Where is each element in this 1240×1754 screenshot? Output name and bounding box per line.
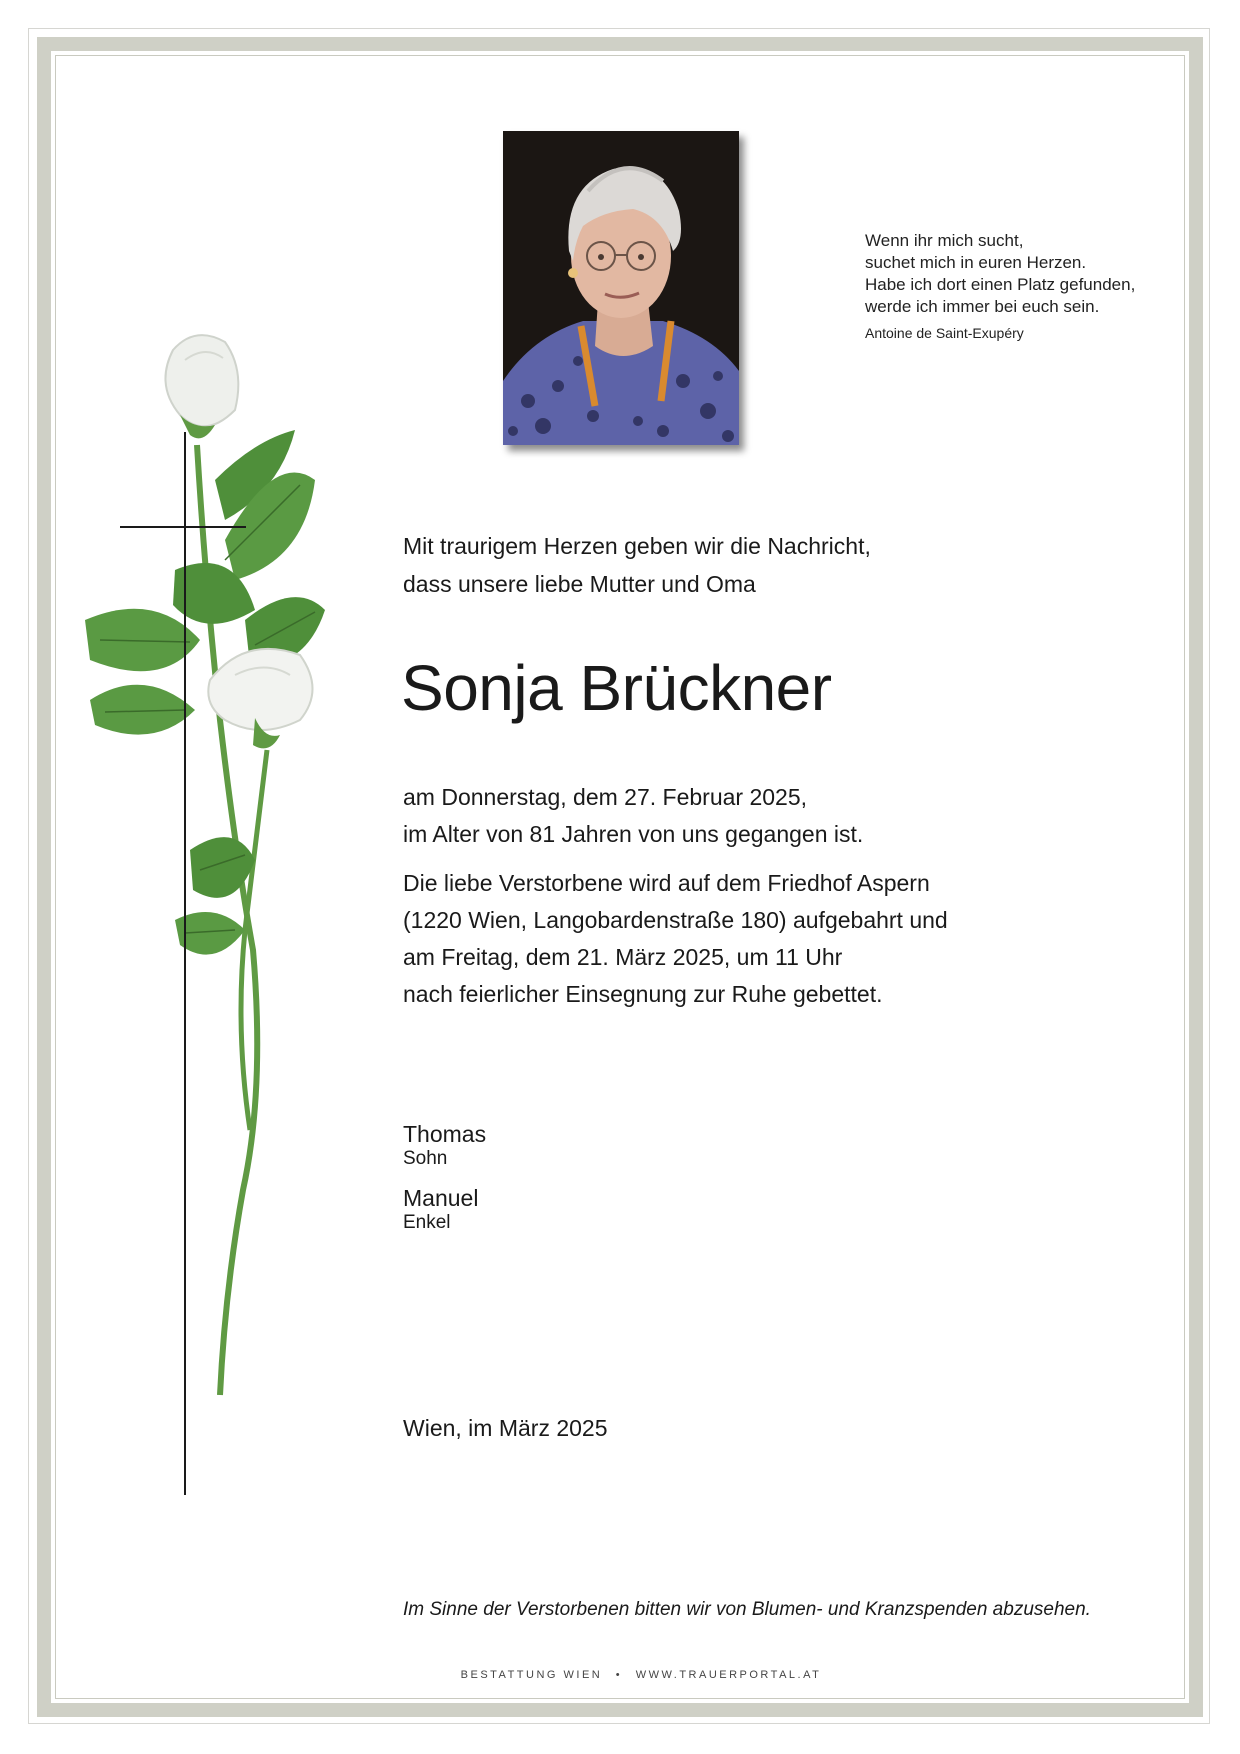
mourner-name: Thomas	[403, 1121, 487, 1147]
quote-author: Antoine de Saint-Exupéry	[865, 325, 1024, 341]
details-line: (1220 Wien, Langobardenstraße 180) aufgebahrt und	[403, 907, 948, 933]
cross-icon-bar	[120, 526, 246, 528]
quote-line: werde ich immer bei euch sein.	[865, 297, 1100, 316]
details-line: am Donnerstag, dem 27. Februar 2025,	[403, 784, 808, 810]
mourners-list	[403, 1120, 486, 1248]
place-date: Wien, im März 2025	[403, 1415, 608, 1441]
cross-icon	[184, 432, 186, 1495]
quote-line: suchet mich in euren Herzen.	[865, 253, 1087, 272]
details-line: im Alter von 81 Jahren von uns gegangen ist.	[403, 821, 864, 847]
quote-block	[865, 230, 1185, 344]
mourner-name: Manuel	[403, 1185, 479, 1211]
footer-website: WWW.TRAUERPORTAL.AT	[635, 1669, 822, 1681]
details-line: am Freitag, dem 21. März 2025, um 11 Uhr	[403, 944, 843, 970]
footer	[0, 1669, 1240, 1681]
mourner-relation: Sohn	[403, 1148, 448, 1169]
footer-company: BESTATTUNG WIEN	[460, 1669, 603, 1681]
mourner-entry	[403, 1120, 486, 1170]
intro-line: Mit traurigem Herzen geben wir die Nachricht,	[403, 533, 871, 559]
mourner-entry	[403, 1184, 486, 1234]
deceased-name: Sonja Brückner	[401, 652, 832, 724]
death-details	[403, 779, 948, 1013]
portrait-photo	[503, 131, 739, 445]
white-rose-illustration	[85, 330, 375, 1410]
quote-line: Wenn ihr mich sucht,	[865, 231, 1024, 250]
details-line: nach feierlicher Einsegnung zur Ruhe gebettet.	[403, 981, 883, 1007]
donation-note: Im Sinne der Verstorbenen bitten wir von Blumen- und Kranzspenden abzusehen.	[403, 1599, 1091, 1620]
intro-text	[403, 527, 871, 603]
intro-line: dass unsere liebe Mutter und Oma	[403, 571, 756, 597]
details-line: Die liebe Verstorbene wird auf dem Friedhof Aspern	[403, 870, 930, 896]
footer-separator: •	[615, 1669, 623, 1681]
mourner-relation: Enkel	[403, 1212, 451, 1233]
quote-line: Habe ich dort einen Platz gefunden,	[865, 275, 1136, 294]
